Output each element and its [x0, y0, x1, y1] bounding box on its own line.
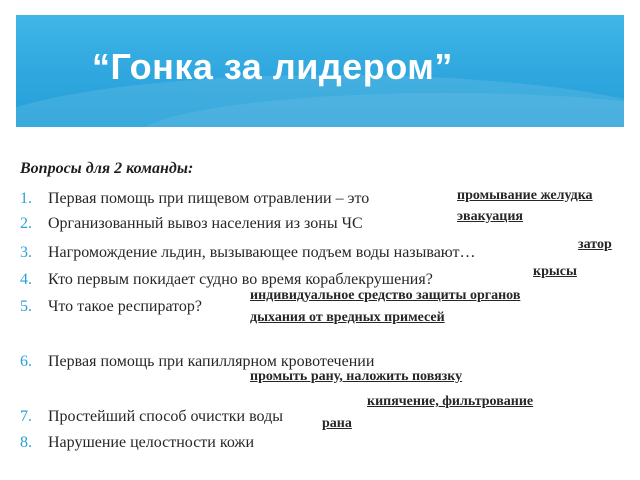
- answer-label: промывание желудка: [457, 188, 593, 203]
- question-item: [20, 271, 433, 289]
- answer-label: затор: [578, 237, 612, 252]
- answer-label: дыхания от вредных примесей: [250, 310, 445, 325]
- answer-label: промыть рану, наложить повязку: [250, 369, 463, 384]
- question-number: 7.: [20, 408, 32, 425]
- answer-label: кипячение, фильтрование: [367, 394, 534, 409]
- question-item: [20, 298, 202, 316]
- answer-label: крысы: [533, 264, 577, 279]
- question-number: 2.: [20, 215, 32, 232]
- question-number: 3.: [20, 244, 32, 261]
- answer-label: рана: [322, 416, 352, 431]
- question-item: [20, 190, 369, 208]
- question-text: Организованный вывоз населения из зоны ЧС: [48, 215, 363, 232]
- question-number: 8.: [20, 434, 32, 451]
- question-text: Простейший способ очистки воды: [48, 408, 283, 425]
- answer-label: эвакуация: [457, 209, 524, 224]
- question-item: [20, 434, 254, 452]
- question-text: Кто первым покидает судно во время кораблекрушения?: [48, 271, 433, 288]
- question-number: 6.: [20, 353, 32, 370]
- question-item: [20, 408, 283, 426]
- question-number: 1.: [20, 190, 32, 207]
- question-item: [20, 215, 363, 233]
- question-text: Что такое респиратор?: [48, 298, 203, 315]
- question-number: 5.: [20, 298, 32, 315]
- slide-subtitle: Вопросы для 2 команды:: [20, 160, 194, 177]
- question-text: Нагромождение льдин, вызывающее подъем воды называют…: [48, 244, 476, 261]
- question-text: Первая помощь при капиллярном кровотечении: [48, 353, 375, 370]
- question-item: [20, 244, 476, 262]
- question-text: Нарушение целостности кожи: [48, 434, 255, 451]
- question-text: Первая помощь при пищевом отравлении – это: [48, 190, 370, 207]
- question-number: 4.: [20, 271, 32, 288]
- answer-label: индивидуальное средство защиты органов: [250, 288, 521, 303]
- slide-title: “Гонка за лидером”: [92, 46, 453, 87]
